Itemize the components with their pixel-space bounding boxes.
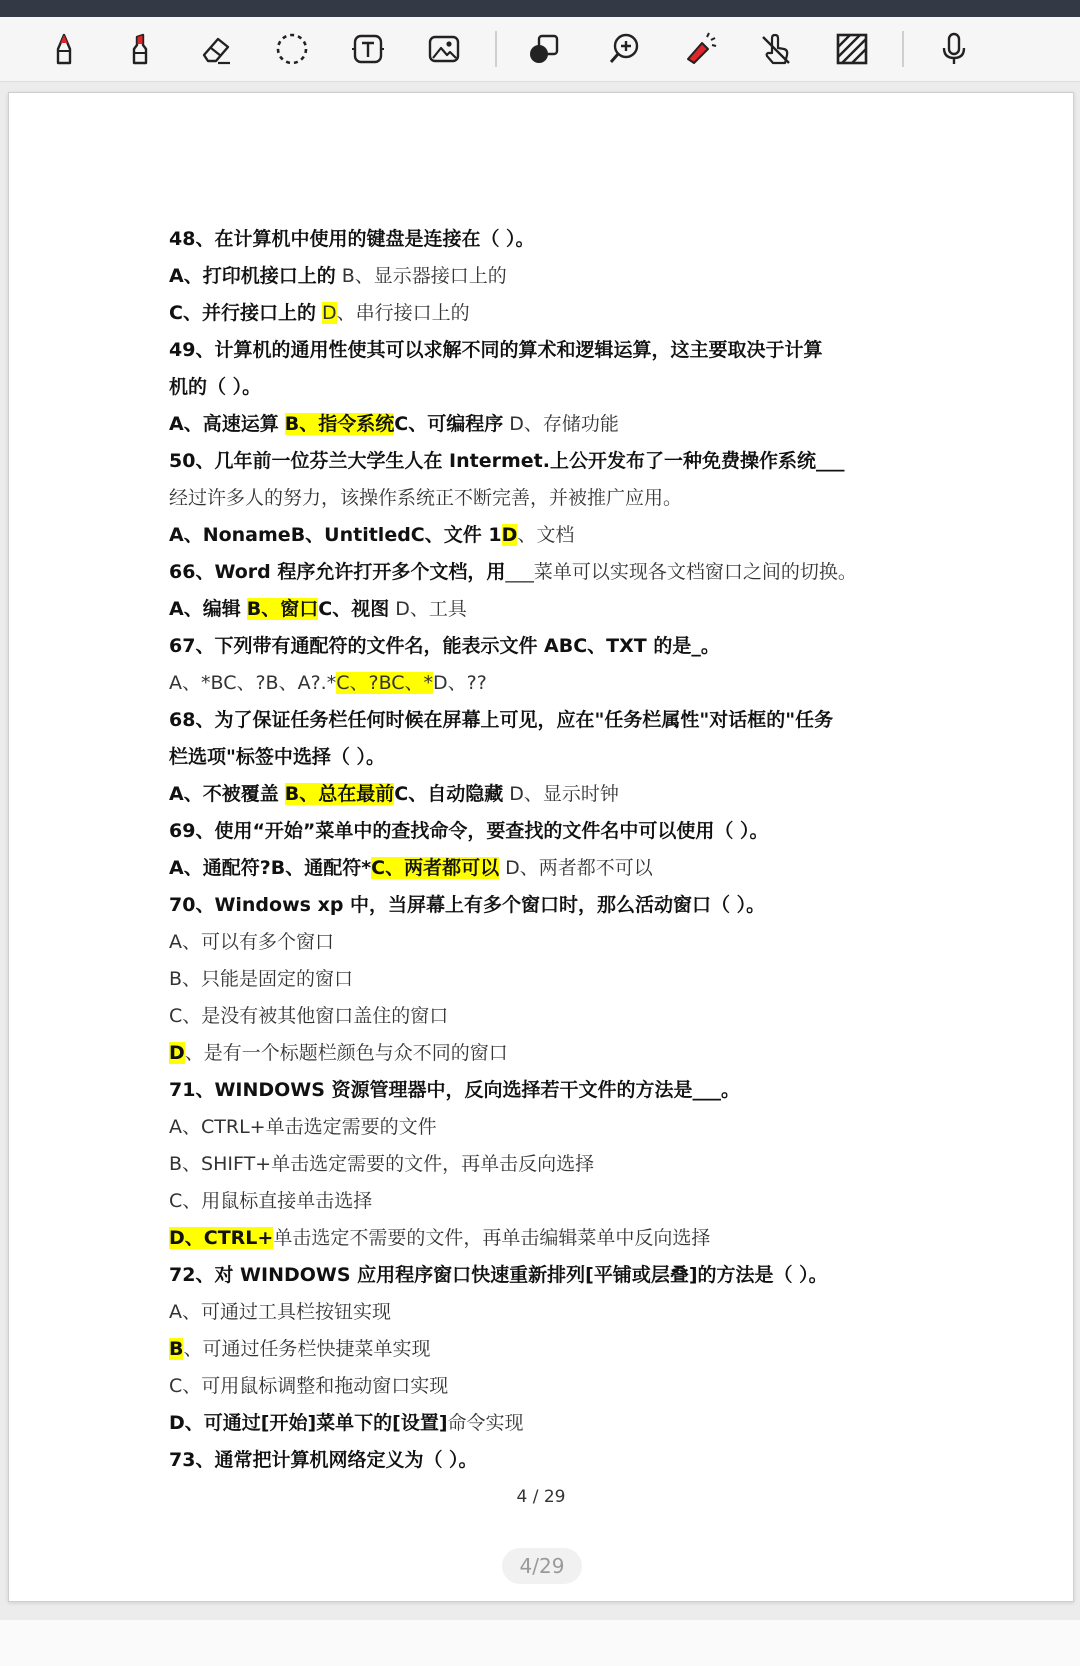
question-text: 73、通常把计算机网络定义为（ ）。 <box>169 1449 478 1471</box>
option-a-row <box>169 1109 929 1146</box>
question-48 <box>169 221 929 258</box>
options-row <box>169 591 929 628</box>
text-icon <box>348 29 388 69</box>
answer-highlight: B、窗口 <box>246 598 319 620</box>
question-68 <box>169 702 929 739</box>
options-row <box>169 517 929 554</box>
text-tool-button[interactable] <box>344 27 392 71</box>
question-67 <box>169 628 929 665</box>
status-bar <box>0 0 1080 17</box>
question-text: 50、几年前一位芬兰大学生人在 Intermet.上公开发布了一种免费操作系统___ <box>169 450 845 472</box>
option-d: 、是有一个标题栏颜色与众不同的窗口 <box>184 1042 508 1064</box>
laser-pointer-tool-button[interactable] <box>676 27 724 71</box>
annotation-toolbar <box>0 17 1080 82</box>
option-c: C、可用鼠标调整和拖动窗口实现 <box>169 1375 449 1397</box>
document-page[interactable] <box>8 92 1074 1602</box>
option-a: A、不被覆盖 <box>169 783 279 805</box>
option-c-row <box>169 1183 929 1220</box>
option-c: C、是没有被其他窗口盖住的窗口 <box>169 1005 449 1027</box>
option-d: 单击选定不需要的文件，再单击编辑菜单中反向选择 <box>273 1227 711 1249</box>
lasso-tool-button[interactable] <box>268 27 316 71</box>
question-70 <box>169 887 929 924</box>
option-d: D、两者都不可以 <box>499 857 653 879</box>
option-d-row <box>169 1405 929 1442</box>
answer-highlight: B、总在最前 <box>284 783 395 805</box>
options-row <box>169 850 929 887</box>
question-71 <box>169 1072 929 1109</box>
option-b: B、SHIFT+单击选定需要的文件，再单击反向选择 <box>169 1153 595 1175</box>
question-text: 68、为了保证任务栏任何时候在屏幕上可见，应在"任务栏属性"对话框的"任务 <box>169 709 834 731</box>
answer-highlight: D <box>322 302 337 324</box>
toolbar-divider <box>495 31 497 67</box>
page-footer-number: 4 / 29 <box>516 1487 566 1507</box>
pattern-tool-button[interactable] <box>828 27 876 71</box>
option-b-row <box>169 1331 929 1368</box>
question-text: 71、WINDOWS 资源管理器中，反向选择若干文件的方法是___。 <box>169 1079 741 1101</box>
answer-highlight: D <box>501 524 518 546</box>
answer-highlight: D、CTRL+ <box>169 1227 274 1249</box>
option-b-row <box>169 1146 929 1183</box>
option-c-row <box>169 1368 929 1405</box>
option-c: C、用鼠标直接单击选择 <box>169 1190 373 1212</box>
microphone-icon <box>934 29 974 69</box>
question-text: 70、Windows xp 中，当屏幕上有多个窗口时，那么活动窗口（ ）。 <box>169 894 766 916</box>
question-68-cont <box>169 739 929 776</box>
option-a: A、CTRL+单击选定需要的文件 <box>169 1116 437 1138</box>
question-73 <box>169 1442 929 1479</box>
option-a-row <box>169 924 929 961</box>
option-c: C、可编程序 <box>394 413 504 435</box>
option-a: A、打印机接口上的 <box>169 265 336 287</box>
microphone-button[interactable] <box>930 27 978 71</box>
option-a: A、高速运算 <box>169 413 279 435</box>
zoom-tool-button[interactable] <box>600 27 648 71</box>
toolbar-divider <box>902 31 904 67</box>
answer-highlight: B <box>169 1338 184 1360</box>
option-c-row <box>169 998 929 1035</box>
question-50 <box>169 443 929 480</box>
image-icon <box>424 29 464 69</box>
shape-icon <box>524 29 564 69</box>
option-b: 、可通过任务栏快捷菜单实现 <box>183 1338 431 1360</box>
question-text: 机的（ ）。 <box>169 376 262 398</box>
image-tool-button[interactable] <box>420 27 468 71</box>
option-d: 、文档 <box>517 524 575 546</box>
question-text: 66、Word 程序允许打开多个文档，用 <box>169 561 506 583</box>
question-69 <box>169 813 929 850</box>
option-b: B、只能是固定的窗口 <box>169 968 354 990</box>
options-text: A、NonameB、UntitledC、文件 1 <box>169 524 502 546</box>
options-row <box>169 776 929 813</box>
option-d: D、显示时钟 <box>503 783 619 805</box>
shape-tool-button[interactable] <box>520 27 568 71</box>
option-a: A、编辑 <box>169 598 241 620</box>
question-49-cont <box>169 369 929 406</box>
pen-icon <box>44 29 84 69</box>
answer-highlight: B、指令系统 <box>284 413 395 435</box>
zoom-in-icon <box>604 29 644 69</box>
option-d: D、工具 <box>389 598 467 620</box>
answer-highlight: C、两者都可以 <box>371 857 500 879</box>
touch-off-icon <box>756 29 796 69</box>
highlighter-tool-button[interactable] <box>116 27 164 71</box>
question-text: 67、下列带有通配符的文件名，能表示文件 ABC、TXT 的是_。 <box>169 635 720 657</box>
question-text: 经过许多人的努力，该操作系统正不断完善，并被推广应用。 <box>169 487 683 509</box>
answer-highlight: D <box>169 1042 185 1064</box>
options-row <box>169 295 929 332</box>
question-text: 49、计算机的通用性使其可以求解不同的算术和逻辑运算，这主要取决于计算 <box>169 339 823 361</box>
option-c: C、自动隐藏 <box>394 783 504 805</box>
option-c: C、并行接口上的 <box>169 302 316 324</box>
option-c: C、视图 <box>318 598 390 620</box>
question-49 <box>169 332 929 369</box>
eraser-icon <box>196 29 236 69</box>
options-row <box>169 406 929 443</box>
options-row <box>169 258 929 295</box>
laser-pointer-icon <box>680 29 720 69</box>
option-b: B、显示器接口上的 <box>335 265 507 287</box>
option-a: A、可以有多个窗口 <box>169 931 334 953</box>
option-a: A、可通过工具栏按钮实现 <box>169 1301 391 1323</box>
options-row <box>169 665 929 702</box>
question-text: 72、对 WINDOWS 应用程序窗口快速重新排列[平铺或层叠]的方法是（ ）。 <box>169 1264 828 1286</box>
option-d: D、存储功能 <box>503 413 619 435</box>
options-text: A、*BC、?B、A?.* <box>169 672 337 694</box>
option-d-rest: 命令实现 <box>447 1412 524 1434</box>
answer-highlight: C、?BC、* <box>336 672 434 694</box>
option-a-row <box>169 1294 929 1331</box>
question-text: 栏选项"标签中选择（ ）。 <box>169 746 386 768</box>
question-text-rest: ___菜单可以实现各文档窗口之间的切换。 <box>505 561 857 583</box>
hatch-pattern-icon <box>832 29 872 69</box>
question-text: 48、在计算机中使用的键盘是连接在（ ）。 <box>169 228 535 250</box>
option-d-row <box>169 1220 929 1257</box>
lasso-icon <box>272 29 312 69</box>
touch-toggle-button[interactable] <box>752 27 800 71</box>
question-66 <box>169 554 929 591</box>
option-d: D、可通过[开始]菜单下的[设置] <box>169 1412 448 1434</box>
option-d-row <box>169 1035 929 1072</box>
question-text: 69、使用“开始”菜单中的查找命令，要查找的文件名中可以使用（ ）。 <box>169 820 769 842</box>
options-text: A、通配符?B、通配符* <box>169 857 372 879</box>
question-50-cont <box>169 480 929 517</box>
option-d: D、?? <box>433 672 487 694</box>
bottom-bar <box>0 1620 1080 1666</box>
option-b-row <box>169 961 929 998</box>
eraser-tool-button[interactable] <box>192 27 240 71</box>
highlighter-icon <box>120 29 160 69</box>
page-content <box>169 221 929 1479</box>
question-72 <box>169 1257 929 1294</box>
option-d: 、串行接口上的 <box>336 302 470 324</box>
pen-tool-button[interactable] <box>40 27 88 71</box>
page-indicator[interactable]: 4/29 <box>502 1548 582 1584</box>
